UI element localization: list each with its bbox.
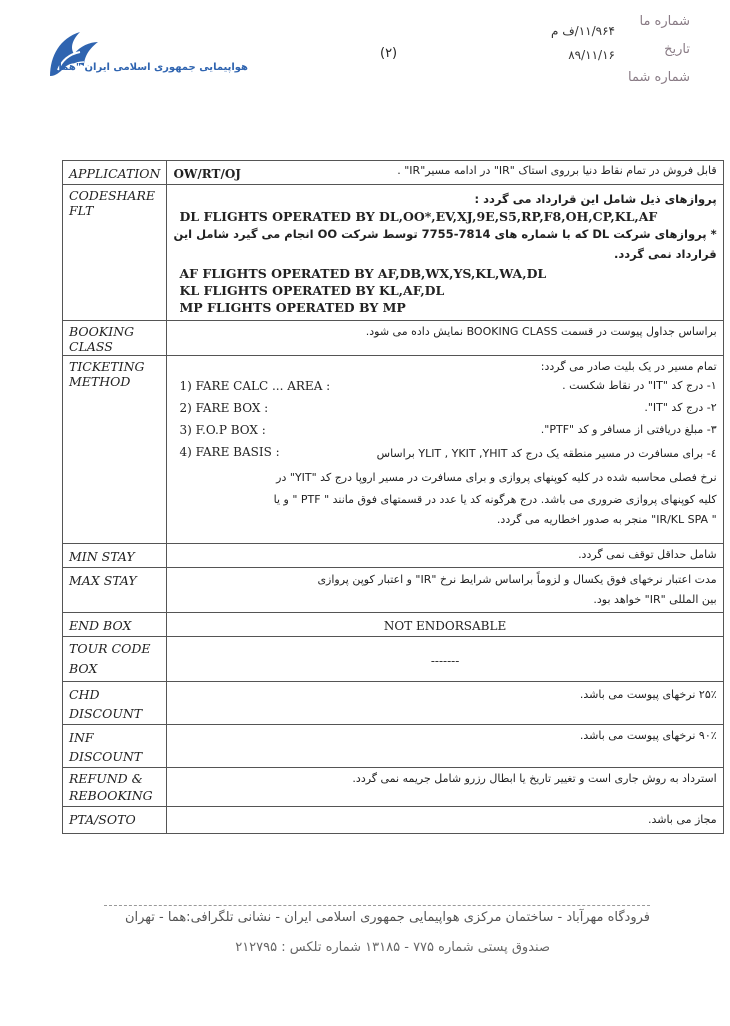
application-ow: OW/RT/OJ [173, 167, 241, 181]
homa-bird-icon [40, 26, 102, 84]
label-method: METHOD [69, 374, 131, 389]
row-booking-class [63, 321, 724, 356]
label-ticketing: TICKETING [69, 359, 145, 374]
codeshare-dl: DL FLIGHTS OPERATED BY DL,OO*,EV,XJ,9E,S5,RP,F8,OH,CP,KL,AF [179, 209, 658, 224]
label-min-stay: MIN STAY [69, 549, 135, 564]
label-inf-discount: INF DISCOUNT [69, 730, 143, 764]
label-codeshare: CODESHARE [69, 188, 155, 203]
label-end-box: END BOX [69, 618, 132, 633]
label-box: BOX [69, 661, 98, 676]
row-tour-code [63, 637, 724, 682]
homa-logo [40, 26, 248, 86]
row-inf-discount [63, 725, 724, 768]
ticketing-item1-fa: ۱- درج کد "IT" در نقاط شکست . [562, 379, 717, 392]
ticketing-item3-fa: ۳- مبلغ دریافتی از مسافر و کد "PTF". [540, 423, 717, 436]
codeshare-intro: پروازهای ذیل شامل این قرارداد می گردد : [474, 192, 717, 206]
pta-soto-text: مجاز می باشد. [648, 813, 717, 826]
ticketing-item3-en: 3) F.O.P BOX : [179, 423, 266, 437]
footer-divider [104, 905, 650, 906]
application-text: قابل فروش در تمام نقاط دنیا برروی استاک "IR" در ادامه مسیر"IR" . [397, 164, 717, 177]
footer-postal: صندوق پستی شماره ۷۷۵ - ۱۳۱۸۵ شماره تلکس : ۲۱۲۷۹۵ [235, 940, 550, 955]
ticketing-paragraph-1: نرخ فصلی محاسبه شده در کلیه کوپنهای پروازی و برای مسافرت در مسیر اروپا درج کد "YIT" در [276, 471, 717, 484]
label-chd-discount: CHD DISCOUNT [69, 687, 143, 721]
codeshare-note2: قرارداد نمی گردد. [613, 247, 717, 261]
logo-text: هواپیمایی جمهوری اسلامی ایران "هما" [53, 62, 248, 73]
row-chd-discount [63, 682, 724, 725]
max-stay-text-1: مدت اعتبار نرخهای فوق یکسال و لزوماً براساس شرایط نرخ "IR" و اعتبار کوپن پروازی [317, 573, 717, 586]
page-number: (۲) [380, 46, 398, 61]
fare-rules-table [62, 160, 724, 834]
codeshare-mp: MP FLIGHTS OPERATED BY MP [179, 300, 406, 315]
ticketing-item4-fa: ٤- برای مسافرت در مسیر منطقه یک درج کد YLIT , YKIT ,YHIT براساس [376, 447, 717, 460]
ticketing-item1-en: 1) FARE CALC ... AREA : [179, 379, 331, 393]
label-our-number: شماره ما [639, 14, 690, 29]
chd-discount-text: ۲۵٪ نرخهای پیوست می باشد. [579, 688, 717, 701]
label-date: تاریخ [664, 42, 690, 57]
codeshare-kl: KL FLIGHTS OPERATED BY KL,AF,DL [179, 283, 445, 298]
label-booking: BOOKING [69, 324, 135, 339]
label-application: APPLICATION [69, 166, 161, 181]
refund-text: استرداد به روش جاری است و تغییر تاریخ یا ابطال رزرو شامل جریمه نمی گردد. [352, 772, 717, 785]
booking-text: براساس جداول پیوست در قسمت BOOKING CLASS نمایش داده می شود. [365, 325, 717, 338]
row-pta-soto [63, 807, 724, 834]
codeshare-note1: * پروازهای شرکت DL که با شماره های 7814-7755 توسط شرکت OO انجام می گیرد شامل این [173, 227, 717, 241]
end-box-text: NOT ENDORSABLE [383, 619, 507, 633]
row-refund-rebooking [63, 768, 724, 807]
row-codeshare [63, 185, 724, 321]
row-application [63, 161, 724, 185]
label-your-number: شماره شما [628, 70, 690, 85]
reference-number: ۱۱/۹۶۴/ف م [550, 24, 615, 38]
label-tour-code: TOUR CODE [69, 641, 151, 656]
label-rebooking: REBOOKING [69, 788, 153, 803]
row-min-stay [63, 544, 724, 568]
label-flt: FLT [69, 203, 94, 218]
min-stay-text: شامل حداقل توقف نمی گردد. [578, 548, 717, 561]
row-ticketing-method [63, 356, 724, 544]
codeshare-af: AF FLIGHTS OPERATED BY AF,DB,WX,YS,KL,WA,DL [179, 266, 547, 281]
ticketing-item2-en: 2) FARE BOX : [179, 401, 269, 415]
ticketing-item4-en: 4) FARE BASIS : [179, 445, 280, 459]
label-pta-soto: PTA/SOTO [69, 812, 136, 827]
max-stay-text-2: بین المللی "IR" خواهد بود. [593, 593, 717, 606]
inf-discount-text: ۹۰٪ نرخهای پیوست می باشد. [579, 729, 717, 742]
row-max-stay [63, 568, 724, 613]
document-date: ۸۹/۱۱/۱۶ [568, 48, 615, 62]
label-max-stay: MAX STAY [69, 573, 137, 588]
label-class: CLASS [69, 339, 113, 354]
ticketing-paragraph-2: کلیه کوپنهای پروازی ضروری می باشد. درج هرگونه کد یا عدد در قسمتهای فوق مانند " PTF " و یا [273, 493, 717, 506]
ticketing-paragraph-3: " IR/KL SPA" منجر به صدور اخطاریه می گردد. [496, 513, 717, 526]
row-end-box [63, 613, 724, 637]
ticketing-intro: تمام مسیر در یک بلیت صادر می گردد: [540, 360, 717, 373]
ticketing-item2-fa: ۲- درج کد "IT". [644, 401, 717, 414]
label-refund: REFUND & [69, 771, 143, 786]
tour-code-text: ------- [430, 653, 460, 668]
footer-address: فرودگاه مهرآباد - ساختمان مرکزی هواپیمایی جمهوری اسلامی ایران - نشانی تلگرافی:هما - تهران [124, 910, 650, 925]
